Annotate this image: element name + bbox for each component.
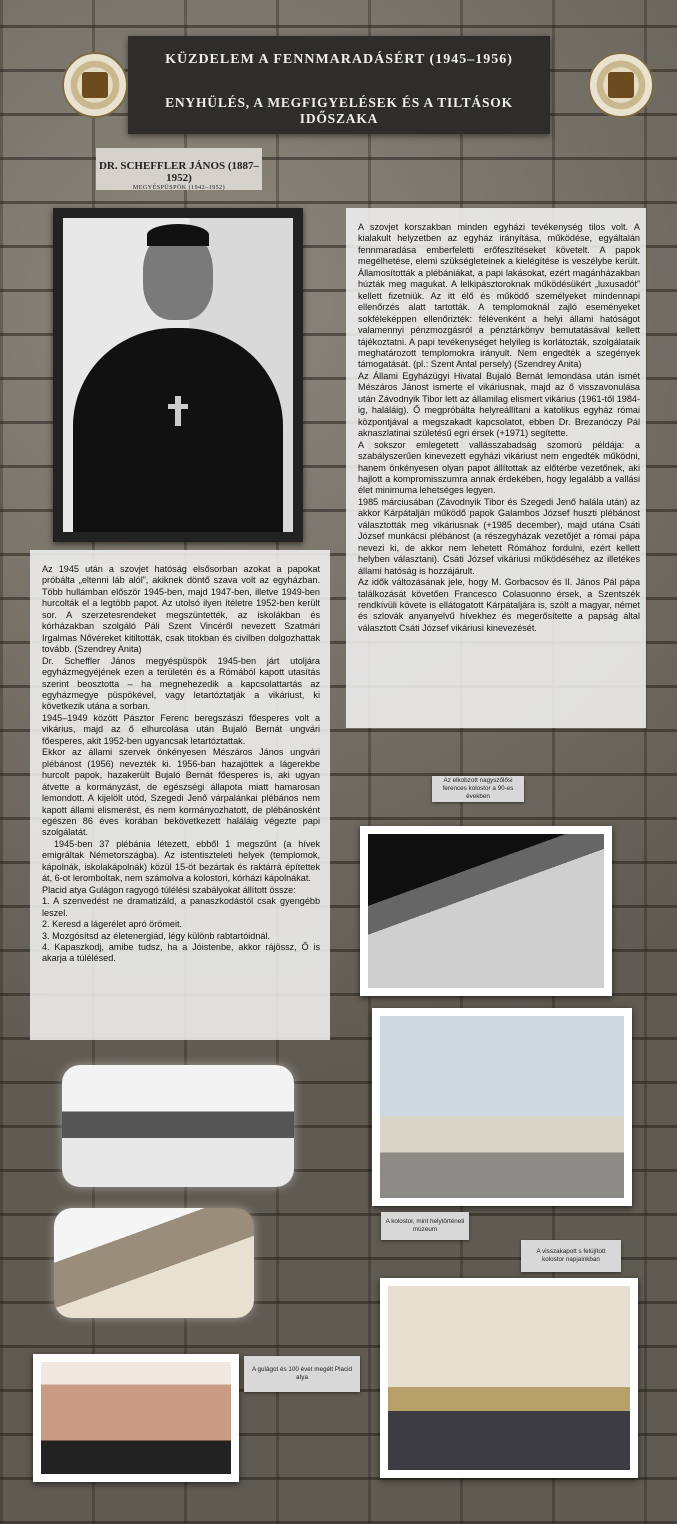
bishop-nameplate [96,148,262,190]
gulag-camp-photo [62,1065,294,1187]
church-photo-frame [372,1008,632,1206]
bishop-portrait [63,218,293,532]
diocese-seal-left [62,52,128,118]
right-text-panel [346,208,646,728]
paragraph: Az 1945 után a szovjet hatóság elsősorban azokat a papokat próbálta „eltenni láb alól”, akiknek döntő szava volt az egyházban. Több hullámban először 1945-ben, majd 1947-ben, illetve 1949-ben hurcolták el a legtöbb papot. Az utolsó ilyen ítéletre 1952-ben került sor. A szerzetesrendeket megszüntették, az iskolákban és kórházakban szolgáló Páli Szent Vincéről nevezett Szatmári Irgalmas Nővéreket kitiltották, csak titokban és civilben dolgozhattak tovább. (Szendrey Anita) [42,564,320,655]
paragraph: A szovjet korszakban minden egyházi tevékenység tilos volt. A kialakult helyzetben az egyház irányítása, működése, egyáltalán fennmaradása emberfeletti erőfeszítéseket követelt. A papok megélhetése, elemi szükségleteinek a kielégítése is veszélybe került. Államosították a plébániákat, a papi lakásokat, ezért magánházakban húzták meg magukat. A lelkipásztoroknak működésükért „luxusadót” kellett fizetniük. Az itt élő és működő személyeket mindennapi ellenőrzés alatt tartották. A templomoknál zajló eseményeket sokféleképpen ellenőrizték: félévenként a helyi állami hatóságot valamennyi pénzmozgásról a pénztárkönyv bemutatásával kellett tájékoztatni. A papi tevékenységet helyileg is korlátozták, szolgálataik meghatározott templomokra irányult. Nem engedték a szegények támogatását. (pl.: Szent Antal persely) (Szendrey Anita) [358,222,640,370]
paragraph: Dr. Scheffler János megyéspüspök 1945-ben járt utoljára egyházmegyéjének ezen a területén és a Rómából kapott utasítás szerint beosztotta – ha megnehezedik a kapcsolattartás az egyházmegye püspökével, vagy letartóztatják a vikáriust, ki következik utána a sorban. [42,655,320,712]
paragraph: 1985 márciusában (Závodnyik Tibor és Szegedi Jenő halála után) az akkor Kárpátalján működő papok Galambos József huszti plébánost választották meg vikáriusnak (+1985 december), majd utána Csáti József munkácsi plébánost (a részegyházak vezetőjét a római pápa nevezi ki, de akkor nem lehetett Rómához fordulni, ezért kellett helyben választani). Csáti József vikáriusi működéséhez az illetékes állami hatóság is hozzájárult. [358,496,640,576]
list-item: 1. A szenvedést ne dramatizáld, a panaszkodástól csak gyengébb leszel. [42,896,320,918]
list-item: 3. Mozgósítsd az életenergiád, légy különb rabtartóidnál. [42,930,270,941]
caption-kolostor-90s: Az elkobzott nagyszőlősi ferences kolostor a 90-es években [432,776,524,802]
main-title: KÜZDELEM A FENNMARADÁSÉRT (1945–1956) [165,52,513,67]
paragraph: 1945–1949 között Pásztor Ferenc beregszászi főesperes volt a vikárius, majd az ő elhurcolása után Bujaló Bernát ungvári főesperes, akit 1952-ben ugyancsak letartóztattak. [42,712,320,746]
diocese-seal-right [588,52,654,118]
paragraph: A sokszor emlegetett vallásszabadság szomorú példája: a szabályszerűen kinevezett egyházi vikáriust nem engedték működni, hanem önkényesen olyan papot állítottak az előtérbe vezetőnek, aki hajlott a kompromisszumra annak érdekében, hogy legalább a vallási élet minimuma lehetséges legyen. [358,439,640,496]
bishop-name: DR. SCHEFFLER JÁNOS (1887–1952) [98,160,260,184]
paragraph: Ekkor az állami szervek önkényesen Mészáros János ungvári plébánost (1956) nevezték ki. 1956-ban hazajöttek a lágerekbe hurcolt papok, hazakerült Bujaló Bernát főesperes is, aki ugyan átvette a kormányzást, de egészségi állapota miatt hamarosan lemondott. A kijelölt utód, Szegedi Jenő várpalánkai plébános nem kapott állami elismerést, és nem kormányozhatott, de plébánosként egészen 86 éves korában bekövetkezett haláláig végezte papi szolgálatát. [42,747,320,838]
caption-placid: A gulágot és 100 évet megélt Placid atya [244,1356,360,1392]
bishop-title: MEGYÉSPÜSPÖK (1942–1952) [132,185,226,191]
kolostor-museum-photo [380,1016,624,1198]
placid-photo-frame [33,1354,239,1482]
left-text-panel [30,550,330,1040]
paragraph: 1945-ben 37 plébánia létezett, ebből 1 megszűnt (a hívek emigráltak Németországba). Az istentiszteleti helyek (templomok, kápolnák, iskolakápolnák) közül 15-öt bezártak és raktárrá építettek át, 6-ot leromboltak, nem számolva a kolostori, kórházi kápolnákat. [42,838,320,884]
paragraph: Az idők változásának jele, hogy M. Gorbacsov és II. János Pál pápa találkozását követően Francesco Colasuonno érsek, a Szentszék rendkívüli követe is ellátogatott Kárpátaljára is, szólt a magyar, német és szlovák anyanyelvű hívekhez és megerősítette a papság által választott Csáti József vikáriusi kinevezését. [358,577,640,633]
list-item: 2. Keresd a lágerélet apró örömeit. [42,919,183,930]
subtitle: ENYHÜLÉS, A MEGFIGYELÉSEK ÉS A TILTÁSOK IDŐSZAKA [165,95,513,126]
bishop-portrait-frame [53,208,303,542]
paragraph: Placid atya Gulágon ragyogó túlélési szabályokat állított össze: [42,884,296,895]
kolostor-90s-photo [368,834,604,988]
paragraph: Az Állami Egyházügyi Hivatal Bujaló Bernát lemondása után ismét Mészáros Jánost ismerte el vikáriusnak, majd az ő visszavonulása után Závodnyik Tibor lett az államilag elismert vikárius (1961-től 1984-ig, haláláig). Ő megpróbálta helyreállítani a katolikus egyház római központjával a megszakadt kapcsolatot, ebben Dr. Brezanóczy Pál aknaszlatinai születésű egri érsek (+1971) segítette. [358,370,640,439]
interior-photo-frame [380,1278,638,1478]
placid-portrait [41,1362,231,1474]
title-banner [128,36,550,134]
list-item: 4. Kapaszkodj, amibe tudsz, ha a Jóistenbe, akkor rájössz, Ő is akarja a túlélésed. [42,941,320,964]
caption-kolostor-museum: A kolostor, mint helytörténeti múzeum [381,1212,469,1240]
kolostor-interior-photo [388,1286,630,1470]
kolostor-photo-frame [360,826,612,996]
gulag-labor-photo [54,1208,254,1318]
caption-kolostor-today: A visszakapott s felújított kolostor napjainkban [521,1240,621,1272]
